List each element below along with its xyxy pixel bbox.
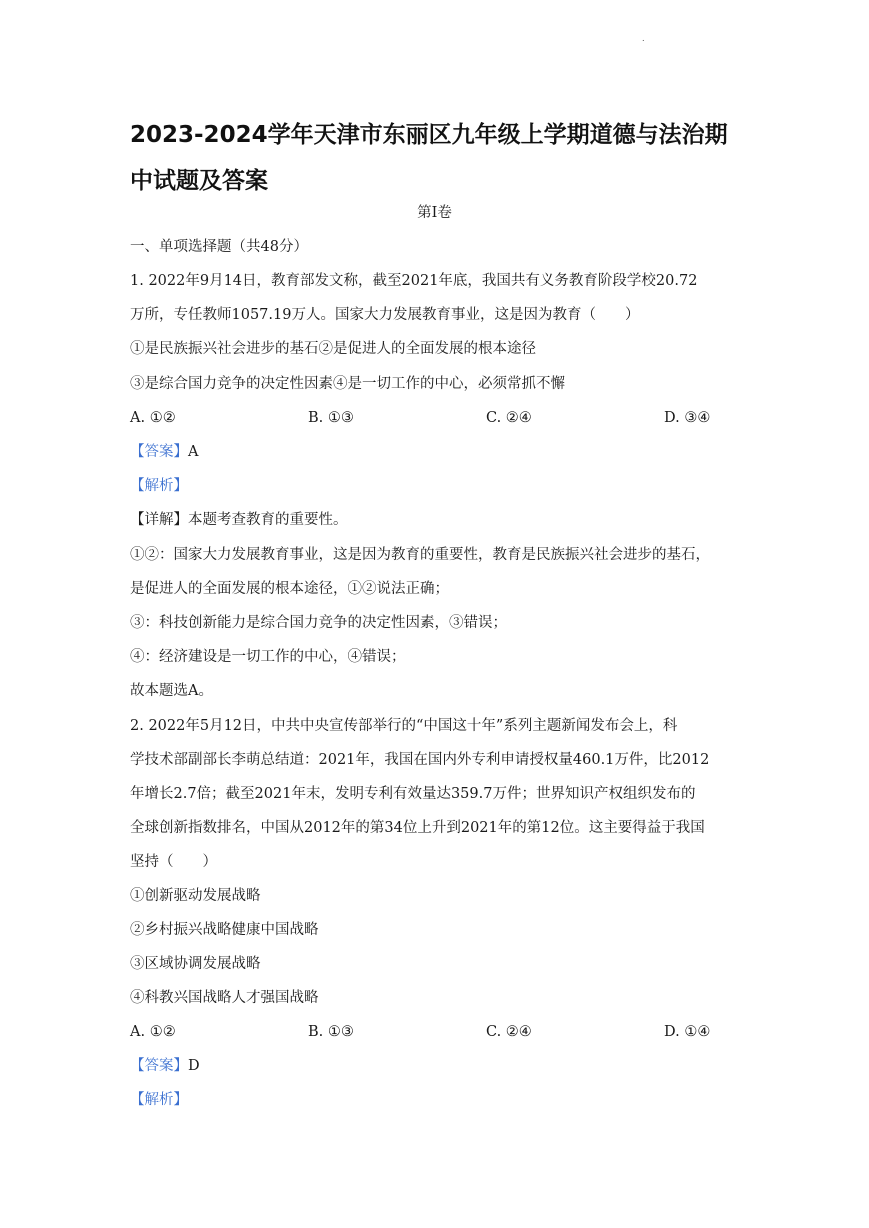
q1-explanation-4: ④：经济建设是一切工作的中心，④错误； xyxy=(130,649,406,665)
answer-tag: 【答案】 xyxy=(130,444,188,460)
q1-stem-line-2: 万所，专任教师1057.19万人。国家大力发展教育事业，这是因为教育（ ） xyxy=(130,307,640,323)
q2-stem-line-3: 年增长2.7倍；截至2021年末，发明专利有效量达359.7万件；世界知识产权组织发布的 xyxy=(130,786,696,802)
volume-heading: 第Ⅰ卷 xyxy=(417,205,452,221)
q2-stem-line-2: 学技术部副部长李萌总结道：2021年，我国在国内外专利申请授权量460.1万件，比2012 xyxy=(130,752,710,768)
answer-tag: 【答案】 xyxy=(130,1058,188,1074)
section-heading: 一、单项选择题（共48分） xyxy=(130,239,308,255)
analysis-tag: 【解析】 xyxy=(130,1092,188,1108)
q1-stem-line-1: 1. 2022年9月14日，教育部发文称，截至2021年底，我国共有义务教育阶段学校20.72 xyxy=(130,273,698,289)
page-dot: . xyxy=(642,34,645,43)
q1-option-d: D. ③④ xyxy=(664,410,711,426)
q1-analysis xyxy=(130,476,188,496)
q2-statement-3: ③区域协调发展战略 xyxy=(130,956,261,972)
q1-statement-2: ③是综合国力竞争的决定性因素④是一切工作的中心，必须常抓不懈 xyxy=(130,376,565,392)
q2-stem-line-5: 坚持（ ） xyxy=(130,854,217,870)
q1-conclusion: 故本题选A。 xyxy=(130,683,213,699)
analysis-tag: 【解析】 xyxy=(130,478,188,494)
q2-stem-line-4: 全球创新指数排名，中国从2012年的第34位上升到2021年的第12位。这主要得益于我国 xyxy=(130,820,705,836)
q1-option-a: A. ①② xyxy=(130,410,176,426)
q1-statement-1: ①是民族振兴社会进步的基石②是促进人的全面发展的根本途径 xyxy=(130,341,536,357)
q2-stem-line-1: 2. 2022年5月12日，中共中央宣传部举行的“中国这十年”系列主题新闻发布会上，科 xyxy=(130,718,678,734)
q1-option-b: B. ①③ xyxy=(308,410,354,426)
q1-answer xyxy=(130,442,198,462)
q1-explanation-3: ③：科技创新能力是综合国力竞争的决定性因素，③错误； xyxy=(130,615,507,631)
q2-option-b: B. ①③ xyxy=(308,1024,354,1040)
answer-value: D xyxy=(188,1058,200,1074)
q2-option-c: C. ②④ xyxy=(486,1024,532,1040)
q1-detail: 【详解】本题考查教育的重要性。 xyxy=(130,512,348,528)
q1-explanation-1: ①②：国家大力发展教育事业，这是因为教育的重要性，教育是民族振兴社会进步的基石， xyxy=(130,547,710,563)
answer-value: A xyxy=(188,444,199,460)
q2-option-a: A. ①② xyxy=(130,1024,176,1040)
q2-analysis xyxy=(130,1090,188,1110)
q1-option-c: C. ②④ xyxy=(486,410,532,426)
q2-answer xyxy=(130,1056,200,1076)
q2-statement-2: ②乡村振兴战略健康中国战略 xyxy=(130,922,319,938)
q2-statement-1: ①创新驱动发展战略 xyxy=(130,888,261,904)
q1-explanation-2: 是促进人的全面发展的根本途径，①②说法正确； xyxy=(130,581,449,597)
q2-statement-4: ④科教兴国战略人才强国战略 xyxy=(130,990,319,1006)
document-title: 2023-2024学年天津市东丽区九年级上学期道德与法治期中试题及答案 xyxy=(130,122,728,194)
q2-option-d: D. ①④ xyxy=(664,1024,711,1040)
